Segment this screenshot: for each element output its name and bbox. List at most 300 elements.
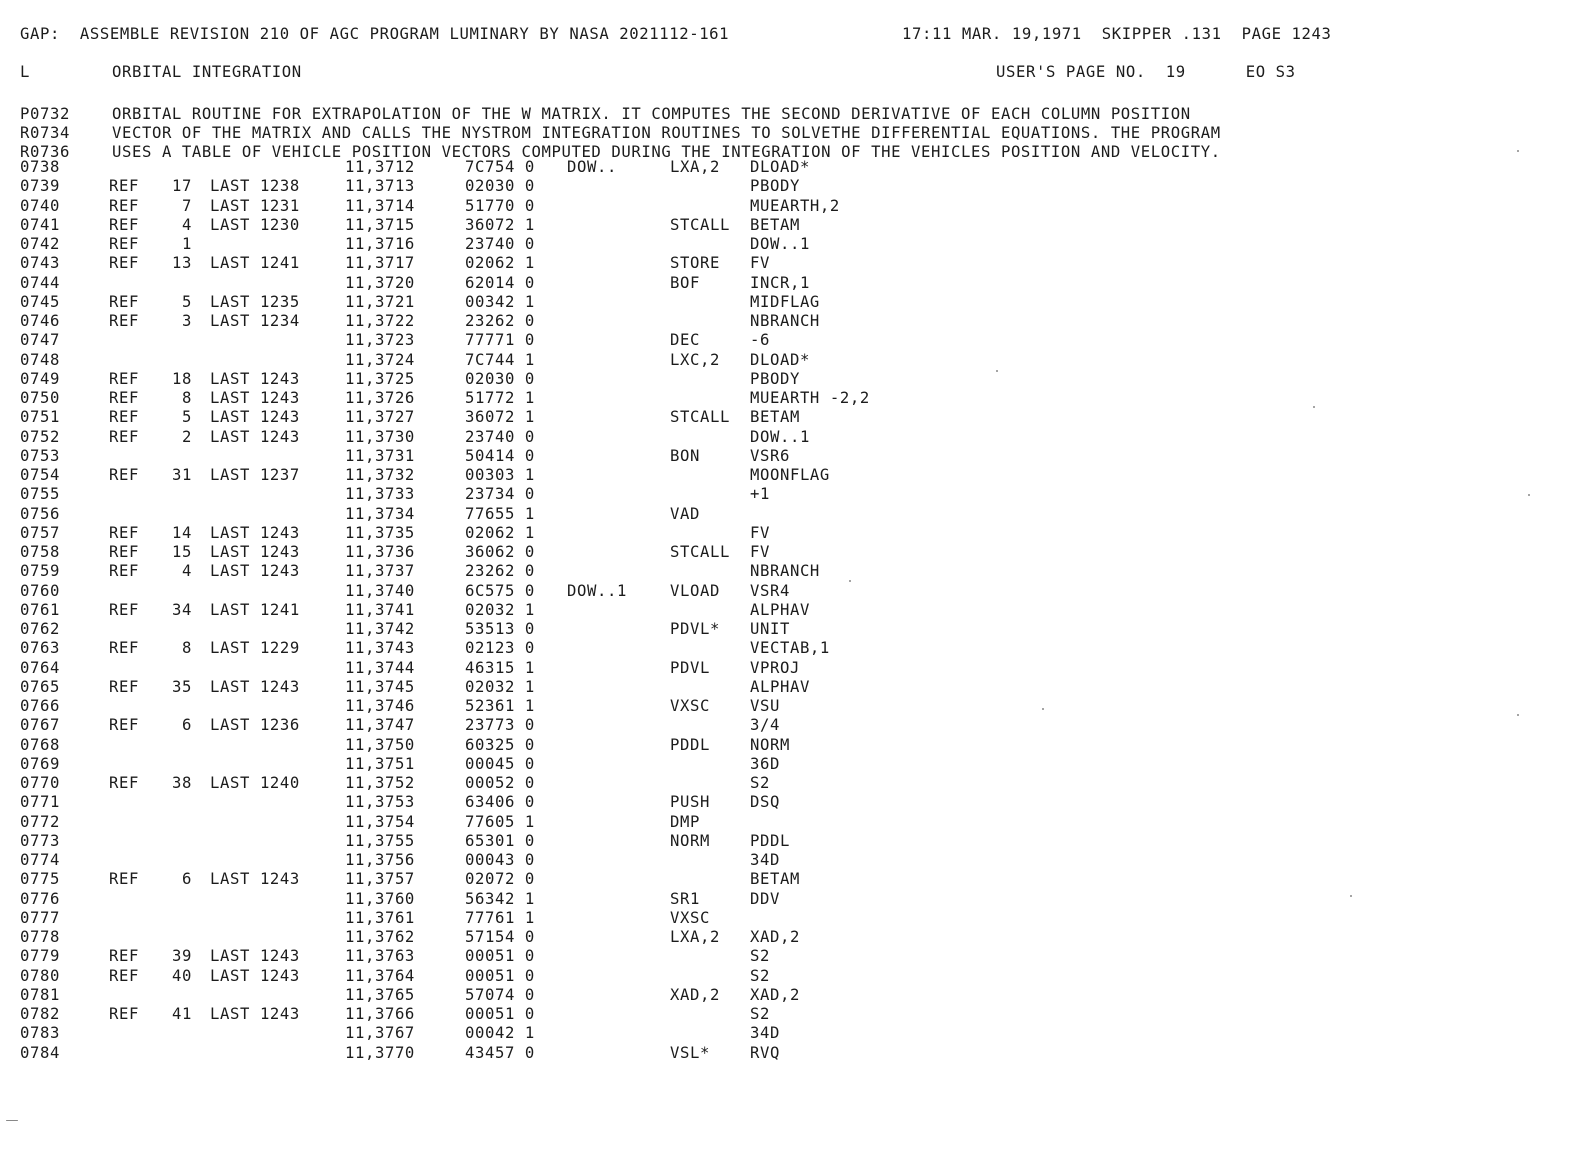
memory-address: 11,3731 xyxy=(345,446,415,465)
operand: 34D xyxy=(750,851,780,869)
memory-address: 11,3750 xyxy=(345,735,415,754)
line-number: 0742 xyxy=(20,235,60,253)
memory-address: 11,3756 xyxy=(345,851,415,869)
ref-count: 7 xyxy=(182,196,192,215)
octal-word: 57154 0 xyxy=(465,928,535,946)
listing-row xyxy=(0,813,1582,832)
symbol-label: DOW.. xyxy=(567,158,617,176)
listing-row xyxy=(0,505,1582,524)
ref-count: 41 xyxy=(172,1005,192,1023)
opcode: LXA,2 xyxy=(670,158,720,176)
listing-row xyxy=(0,254,1582,273)
listing-row xyxy=(0,408,1582,427)
memory-address: 11,3764 xyxy=(345,966,415,985)
operand: 34D xyxy=(750,1024,780,1043)
opcode: STORE xyxy=(670,254,720,273)
operand: ALPHAV xyxy=(750,677,810,696)
memory-address: 11,3720 xyxy=(345,273,415,292)
memory-address: 11,3742 xyxy=(345,620,415,638)
line-number: 0743 xyxy=(20,254,60,273)
line-number: 0762 xyxy=(20,620,60,638)
octal-word: 56342 1 xyxy=(465,889,535,908)
listing-row xyxy=(0,216,1582,235)
ref-count: 17 xyxy=(172,177,192,196)
ref-marker: REF xyxy=(109,543,139,561)
memory-address: 11,3743 xyxy=(345,639,415,658)
operand: VSU xyxy=(750,697,780,715)
listing-row xyxy=(0,197,1582,216)
ref-count: 4 xyxy=(182,562,192,581)
memory-address: 11,3733 xyxy=(345,485,415,504)
octal-word: 23773 0 xyxy=(465,716,535,735)
description-text: VECTOR OF THE MATRIX AND CALLS THE NYSTROM INTEGRATION ROUTINES TO SOLVETHE DIFFERENTIAL EQUATIONS. THE PROGRAM xyxy=(112,124,1221,142)
memory-address: 11,3753 xyxy=(345,793,415,812)
octal-word: 23262 0 xyxy=(465,562,535,581)
operand: MUEARTH,2 xyxy=(750,196,840,215)
ref-marker: REF xyxy=(109,639,139,658)
listing-row xyxy=(0,793,1582,812)
scan-speck xyxy=(1517,714,1519,716)
operand: DOW..1 xyxy=(750,235,810,253)
memory-address: 11,3740 xyxy=(345,581,415,600)
operand: 36D xyxy=(750,754,780,773)
line-number: 0747 xyxy=(20,331,60,350)
line-number: 0756 xyxy=(20,504,60,523)
octal-word: 00052 0 xyxy=(465,774,535,792)
opcode: LXC,2 xyxy=(670,350,720,369)
listing-row xyxy=(0,158,1582,177)
ref-count: 39 xyxy=(172,947,192,966)
ref-marker: REF xyxy=(109,427,139,446)
line-number: 0741 xyxy=(20,215,60,234)
opcode: PUSH xyxy=(670,793,710,812)
listing-row xyxy=(0,736,1582,755)
octal-word: 63406 0 xyxy=(465,793,535,812)
opcode: PDVL* xyxy=(670,620,720,638)
opcode: LXA,2 xyxy=(670,928,720,946)
ref-marker: REF xyxy=(109,292,139,311)
operand: DSQ xyxy=(750,793,780,812)
line-number: 0761 xyxy=(20,600,60,619)
line-number: 0752 xyxy=(20,427,60,446)
memory-address: 11,3721 xyxy=(345,292,415,311)
ref-marker: REF xyxy=(109,677,139,696)
ref-count: 34 xyxy=(172,600,192,619)
last-page-ref: LAST 1243 xyxy=(210,408,300,427)
operand: XAD,2 xyxy=(750,928,800,946)
ref-count: 1 xyxy=(182,235,192,253)
octal-word: 51772 1 xyxy=(465,389,535,407)
opcode: BON xyxy=(670,446,700,465)
memory-address: 11,3754 xyxy=(345,812,415,831)
last-page-ref: LAST 1243 xyxy=(210,562,300,581)
listing-row xyxy=(0,370,1582,389)
octal-word: 57074 0 xyxy=(465,985,535,1004)
operand: FV xyxy=(750,254,770,273)
listing-row xyxy=(0,716,1582,735)
line-number: 0760 xyxy=(20,581,60,600)
line-number: 0750 xyxy=(20,389,60,407)
scan-speck xyxy=(1350,895,1352,897)
memory-address: 11,3766 xyxy=(345,1005,415,1023)
memory-address: 11,3741 xyxy=(345,600,415,619)
scan-speck xyxy=(1042,708,1044,710)
last-page-ref: LAST 1235 xyxy=(210,292,300,311)
listing-row xyxy=(0,1044,1582,1063)
operand: NBRANCH xyxy=(750,562,820,581)
ref-marker: REF xyxy=(109,870,139,889)
last-page-ref: LAST 1243 xyxy=(210,677,300,696)
ref-marker: REF xyxy=(109,389,139,407)
line-number: 0766 xyxy=(20,697,60,715)
line-number: 0738 xyxy=(20,158,60,176)
memory-address: 11,3715 xyxy=(345,215,415,234)
ref-count: 13 xyxy=(172,254,192,273)
last-page-ref: LAST 1229 xyxy=(210,639,300,658)
opcode: VXSC xyxy=(670,908,710,927)
octal-word: 36062 0 xyxy=(465,543,535,561)
octal-word: 60325 0 xyxy=(465,735,535,754)
ref-count: 4 xyxy=(182,215,192,234)
last-page-ref: LAST 1238 xyxy=(210,177,300,196)
scan-speck xyxy=(1517,150,1519,152)
octal-word: 02062 1 xyxy=(465,523,535,542)
last-page-ref: LAST 1231 xyxy=(210,196,300,215)
line-number: 0755 xyxy=(20,485,60,504)
operand: MUEARTH -2,2 xyxy=(750,389,870,407)
ref-marker: REF xyxy=(109,235,139,253)
line-number: 0749 xyxy=(20,369,60,388)
line-number: 0771 xyxy=(20,793,60,812)
ref-marker: REF xyxy=(109,523,139,542)
memory-address: 11,3757 xyxy=(345,870,415,889)
octal-word: 02030 0 xyxy=(465,369,535,388)
last-page-ref: LAST 1243 xyxy=(210,369,300,388)
ref-count: 2 xyxy=(182,427,192,446)
listing-row xyxy=(0,832,1582,851)
ref-count: 5 xyxy=(182,292,192,311)
listing-row xyxy=(0,851,1582,870)
opcode: BOF xyxy=(670,273,700,292)
listing-row xyxy=(0,639,1582,658)
ref-count: 14 xyxy=(172,523,192,542)
ref-marker: REF xyxy=(109,716,139,735)
memory-address: 11,3755 xyxy=(345,831,415,850)
memory-address: 11,3770 xyxy=(345,1043,415,1062)
memory-address: 11,3713 xyxy=(345,177,415,196)
octal-word: 02030 0 xyxy=(465,177,535,196)
line-number: 0783 xyxy=(20,1024,60,1043)
listing-row xyxy=(0,312,1582,331)
ref-marker: REF xyxy=(109,254,139,273)
octal-word: 65301 0 xyxy=(465,831,535,850)
operand: +1 xyxy=(750,485,770,504)
line-number: 0753 xyxy=(20,446,60,465)
ref-marker: REF xyxy=(109,369,139,388)
operand: FV xyxy=(750,543,770,561)
memory-address: 11,3735 xyxy=(345,523,415,542)
ref-count: 8 xyxy=(182,639,192,658)
line-number: 0770 xyxy=(20,774,60,792)
memory-address: 11,3726 xyxy=(345,389,415,407)
operand: VSR4 xyxy=(750,581,790,600)
memory-address: 11,3736 xyxy=(345,543,415,561)
octal-word: 23734 0 xyxy=(465,485,535,504)
ref-marker: REF xyxy=(109,562,139,581)
listing-row xyxy=(0,870,1582,889)
operand: XAD,2 xyxy=(750,985,800,1004)
listing-row xyxy=(0,774,1582,793)
line-number: 0777 xyxy=(20,908,60,927)
line-number: 0779 xyxy=(20,947,60,966)
memory-address: 11,3734 xyxy=(345,504,415,523)
ref-marker: REF xyxy=(109,1005,139,1023)
line-number: 0768 xyxy=(20,735,60,754)
operand: PBODY xyxy=(750,177,800,196)
octal-word: 7C744 1 xyxy=(465,350,535,369)
ref-marker: REF xyxy=(109,312,139,330)
ref-count: 5 xyxy=(182,408,192,427)
memory-address: 11,3723 xyxy=(345,331,415,350)
octal-word: 51770 0 xyxy=(465,196,535,215)
ref-marker: REF xyxy=(109,215,139,234)
operand: NORM xyxy=(750,735,790,754)
last-page-ref: LAST 1243 xyxy=(210,427,300,446)
memory-address: 11,3746 xyxy=(345,697,415,715)
octal-word: 00042 1 xyxy=(465,1024,535,1043)
memory-address: 11,3730 xyxy=(345,427,415,446)
line-number: 0758 xyxy=(20,543,60,561)
line-number: 0781 xyxy=(20,985,60,1004)
last-page-ref: LAST 1243 xyxy=(210,523,300,542)
memory-address: 11,3762 xyxy=(345,928,415,946)
last-page-ref: LAST 1243 xyxy=(210,543,300,561)
octal-word: 02032 1 xyxy=(465,677,535,696)
ref-marker: REF xyxy=(109,196,139,215)
octal-word: 23740 0 xyxy=(465,427,535,446)
ref-count: 35 xyxy=(172,677,192,696)
memory-address: 11,3760 xyxy=(345,889,415,908)
memory-address: 11,3725 xyxy=(345,369,415,388)
octal-word: 36072 1 xyxy=(465,408,535,427)
operand: INCR,1 xyxy=(750,273,810,292)
listing-row xyxy=(0,331,1582,350)
memory-address: 11,3767 xyxy=(345,1024,415,1043)
listing-row xyxy=(0,177,1582,196)
octal-word: 00051 0 xyxy=(465,947,535,966)
memory-address: 11,3744 xyxy=(345,658,415,677)
line-number: 0745 xyxy=(20,292,60,311)
line-number: 0780 xyxy=(20,966,60,985)
ref-marker: REF xyxy=(109,408,139,427)
octal-word: 02123 0 xyxy=(465,639,535,658)
operand: UNIT xyxy=(750,620,790,638)
listing-row xyxy=(0,524,1582,543)
line-number: 0744 xyxy=(20,273,60,292)
line-number: 0759 xyxy=(20,562,60,581)
operand: VPROJ xyxy=(750,658,800,677)
listing-row xyxy=(0,351,1582,370)
operand: BETAM xyxy=(750,215,800,234)
memory-address: 11,3712 xyxy=(345,158,415,176)
octal-word: 00051 0 xyxy=(465,966,535,985)
operand: 3/4 xyxy=(750,716,780,735)
octal-word: 00342 1 xyxy=(465,292,535,311)
line-number: 0746 xyxy=(20,312,60,330)
listing-row xyxy=(0,543,1582,562)
line-number: 0740 xyxy=(20,196,60,215)
operand: FV xyxy=(750,523,770,542)
octal-word: 77761 1 xyxy=(465,908,535,927)
listing-row xyxy=(0,620,1582,639)
line-number: 0769 xyxy=(20,754,60,773)
listing-row xyxy=(0,928,1582,947)
memory-address: 11,3737 xyxy=(345,562,415,581)
description-line-number: P0732 xyxy=(20,105,70,123)
operand: MOONFLAG xyxy=(750,466,830,484)
listing-header-timestamp: 17:11 MAR. 19,1971 SKIPPER .131 PAGE 1243 xyxy=(902,25,1332,43)
ref-count: 40 xyxy=(172,966,192,985)
listing-row xyxy=(0,389,1582,408)
listing-row xyxy=(0,582,1582,601)
last-page-ref: LAST 1236 xyxy=(210,716,300,735)
listing-row xyxy=(0,890,1582,909)
ref-count: 8 xyxy=(182,389,192,407)
listing-row xyxy=(0,909,1582,928)
memory-address: 11,3732 xyxy=(345,466,415,484)
opcode: SR1 xyxy=(670,889,700,908)
scan-speck xyxy=(996,370,998,372)
opcode: PDDL xyxy=(670,735,710,754)
opcode: VLOAD xyxy=(670,581,720,600)
last-page-ref: LAST 1241 xyxy=(210,254,300,273)
line-number: 0773 xyxy=(20,831,60,850)
scan-speck xyxy=(6,1120,18,1121)
octal-word: 43457 0 xyxy=(465,1043,535,1062)
last-page-ref: LAST 1243 xyxy=(210,966,300,985)
octal-word: 46315 1 xyxy=(465,658,535,677)
octal-word: 77605 1 xyxy=(465,812,535,831)
ref-count: 6 xyxy=(182,870,192,889)
listing-row xyxy=(0,601,1582,620)
ref-marker: REF xyxy=(109,947,139,966)
listing-row xyxy=(0,697,1582,716)
opcode: PDVL xyxy=(670,658,710,677)
opcode: VSL* xyxy=(670,1043,710,1062)
line-number: 0776 xyxy=(20,889,60,908)
operand: S2 xyxy=(750,774,770,792)
listing-row xyxy=(0,986,1582,1005)
operand: DOW..1 xyxy=(750,427,810,446)
opcode: VAD xyxy=(670,504,700,523)
octal-word: 77771 0 xyxy=(465,331,535,350)
symbol-label: DOW..1 xyxy=(567,581,627,600)
line-number: 0765 xyxy=(20,677,60,696)
opcode: XAD,2 xyxy=(670,985,720,1004)
line-number: 0764 xyxy=(20,658,60,677)
octal-word: 7C754 0 xyxy=(465,158,535,176)
ref-marker: REF xyxy=(109,177,139,196)
memory-address: 11,3714 xyxy=(345,196,415,215)
line-number: 0775 xyxy=(20,870,60,889)
last-page-ref: LAST 1243 xyxy=(210,870,300,889)
ref-marker: REF xyxy=(109,600,139,619)
ref-count: 6 xyxy=(182,716,192,735)
line-number: 0778 xyxy=(20,928,60,946)
octal-word: 36072 1 xyxy=(465,215,535,234)
operand: NBRANCH xyxy=(750,312,820,330)
listing-row xyxy=(0,447,1582,466)
memory-address: 11,3765 xyxy=(345,985,415,1004)
last-page-ref: LAST 1237 xyxy=(210,466,300,484)
line-number: 0751 xyxy=(20,408,60,427)
octal-word: 02032 1 xyxy=(465,600,535,619)
memory-address: 11,3763 xyxy=(345,947,415,966)
ref-marker: REF xyxy=(109,774,139,792)
operand: BETAM xyxy=(750,408,800,427)
memory-address: 11,3747 xyxy=(345,716,415,735)
line-number: 0763 xyxy=(20,639,60,658)
operand: DDV xyxy=(750,889,780,908)
opcode: NORM xyxy=(670,831,710,850)
opcode: STCALL xyxy=(670,543,730,561)
listing-row xyxy=(0,235,1582,254)
operand: DLOAD* xyxy=(750,158,810,176)
octal-word: 77655 1 xyxy=(465,504,535,523)
listing-row xyxy=(0,967,1582,986)
opcode: DEC xyxy=(670,331,700,350)
description-line-number: R0734 xyxy=(20,124,70,142)
operand: S2 xyxy=(750,947,770,966)
operand: PBODY xyxy=(750,369,800,388)
listing-row xyxy=(0,678,1582,697)
memory-address: 11,3717 xyxy=(345,254,415,273)
opcode: STCALL xyxy=(670,215,730,234)
octal-word: 50414 0 xyxy=(465,446,535,465)
listing-row xyxy=(0,1024,1582,1043)
user-page-number: USER'S PAGE NO. 19 EO S3 xyxy=(996,63,1296,81)
listing-row xyxy=(0,274,1582,293)
last-page-ref: LAST 1243 xyxy=(210,389,300,407)
section-marker: L xyxy=(20,63,30,81)
operand: RVQ xyxy=(750,1043,780,1062)
octal-word: 23740 0 xyxy=(465,235,535,253)
ref-marker: REF xyxy=(109,966,139,985)
last-page-ref: LAST 1240 xyxy=(210,774,300,792)
listing-header-title: GAP: ASSEMBLE REVISION 210 OF AGC PROGRAM LUMINARY BY NASA 2021112-161 xyxy=(20,25,730,43)
line-number: 0757 xyxy=(20,523,60,542)
line-number: 0748 xyxy=(20,350,60,369)
last-page-ref: LAST 1234 xyxy=(210,312,300,330)
octal-word: 00045 0 xyxy=(465,754,535,773)
ref-count: 18 xyxy=(172,369,192,388)
description-text: USES A TABLE OF VEHICLE POSITION VECTORS COMPUTED DURING THE INTEGRATION OF THE VEHICLES POSITION AND VELOCITY. xyxy=(112,143,1221,161)
listing-row xyxy=(0,485,1582,504)
memory-address: 11,3724 xyxy=(345,350,415,369)
line-number: 0784 xyxy=(20,1043,60,1062)
line-number: 0782 xyxy=(20,1005,60,1023)
last-page-ref: LAST 1230 xyxy=(210,215,300,234)
ref-count: 15 xyxy=(172,543,192,561)
line-number: 0774 xyxy=(20,851,60,869)
operand: DLOAD* xyxy=(750,350,810,369)
memory-address: 11,3745 xyxy=(345,677,415,696)
operand: VECTAB,1 xyxy=(750,639,830,658)
octal-word: 02072 0 xyxy=(465,870,535,889)
description-line-number: R0736 xyxy=(20,143,70,161)
line-number: 0739 xyxy=(20,177,60,196)
opcode: STCALL xyxy=(670,408,730,427)
